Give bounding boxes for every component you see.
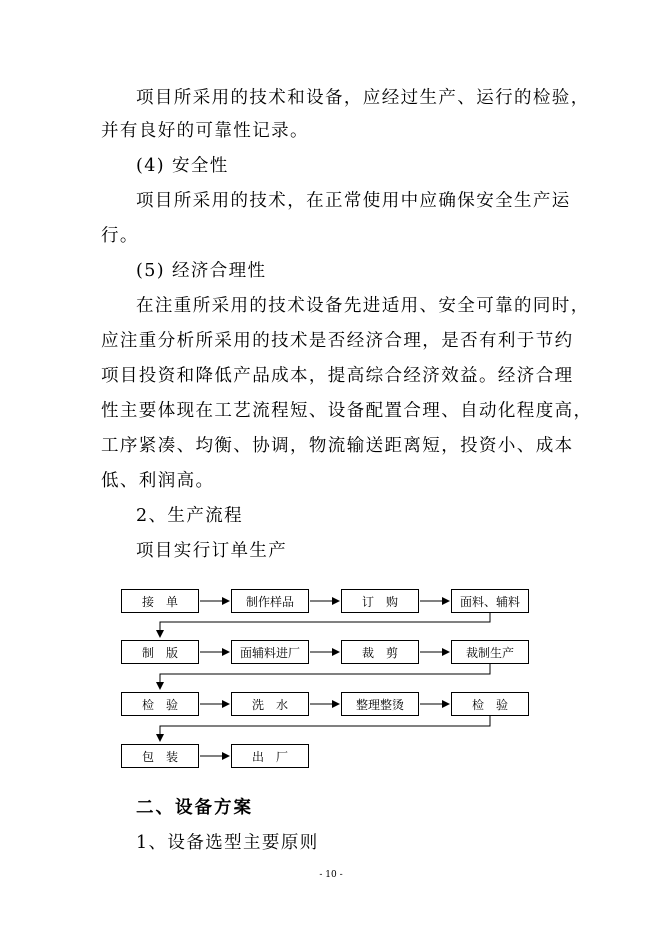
paragraph-line-6: 应注重分析所采用的技术是否经济合理，是否有利于节约 <box>101 331 574 351</box>
section-heading: 二、设备方案 <box>136 798 253 818</box>
paragraph-line-3: 项目所采用的技术，在正常使用中应确保安全生产运 <box>136 191 571 211</box>
paragraph-line-11: 项目实行订单生产 <box>136 541 288 561</box>
subsection-safety: (4) 安全性 <box>136 156 229 176</box>
arrow-wrap-3 <box>160 716 490 741</box>
paragraph-line-8: 性主要体现在工艺流程短、设备配置合理、自动化程度高， <box>101 401 593 421</box>
arrow-wrap-2 <box>160 664 490 689</box>
flow-box-inspection-2: 检 验 <box>451 692 529 716</box>
paragraph-line-1: 项目所采用的技术和设备，应经过生产、运行的检验， <box>136 88 590 108</box>
flow-box-washing: 洗 水 <box>231 692 309 716</box>
flow-box-make-sample: 制作样品 <box>231 589 309 613</box>
paragraph-line-7: 项目投资和降低产品成本，提高综合经济效益。经济合理 <box>101 366 574 386</box>
paragraph-line-5: 在注重所采用的技术设备先进适用、安全可靠的同时， <box>136 296 590 316</box>
flow-box-packaging: 包 装 <box>121 744 199 768</box>
subsection-production-flow: 2、生产流程 <box>136 506 244 526</box>
flow-box-leave-factory: 出 厂 <box>231 744 309 768</box>
flow-box-purchase: 订 购 <box>341 589 419 613</box>
flow-box-receive-order: 接 单 <box>121 589 199 613</box>
flow-box-pattern-making: 制 版 <box>121 640 199 664</box>
subheading: 1、设备选型主要原则 <box>136 833 319 853</box>
paragraph-line-4: 行。 <box>101 226 139 246</box>
flow-box-cutting: 裁 剪 <box>341 640 419 664</box>
paragraph-line-9: 工序紧凑、均衡、协调，物流输送距离短，投资小、成本 <box>101 436 574 456</box>
flow-box-materials-in: 面辅料进厂 <box>231 640 309 664</box>
flow-box-inspection-1: 检 验 <box>121 692 199 716</box>
paragraph-line-10: 低、利润高。 <box>101 471 215 491</box>
subsection-economy: (5) 经济合理性 <box>136 261 267 281</box>
flow-box-fabric-accessories: 面料、辅料 <box>451 589 529 613</box>
flow-box-sewing-production: 裁制生产 <box>451 640 529 664</box>
flow-box-finishing-ironing: 整理整烫 <box>341 692 419 716</box>
arrow-wrap-1 <box>160 613 490 637</box>
paragraph-line-2: 并有良好的可靠性记录。 <box>101 121 309 141</box>
page-number: - 10 - <box>319 870 343 880</box>
